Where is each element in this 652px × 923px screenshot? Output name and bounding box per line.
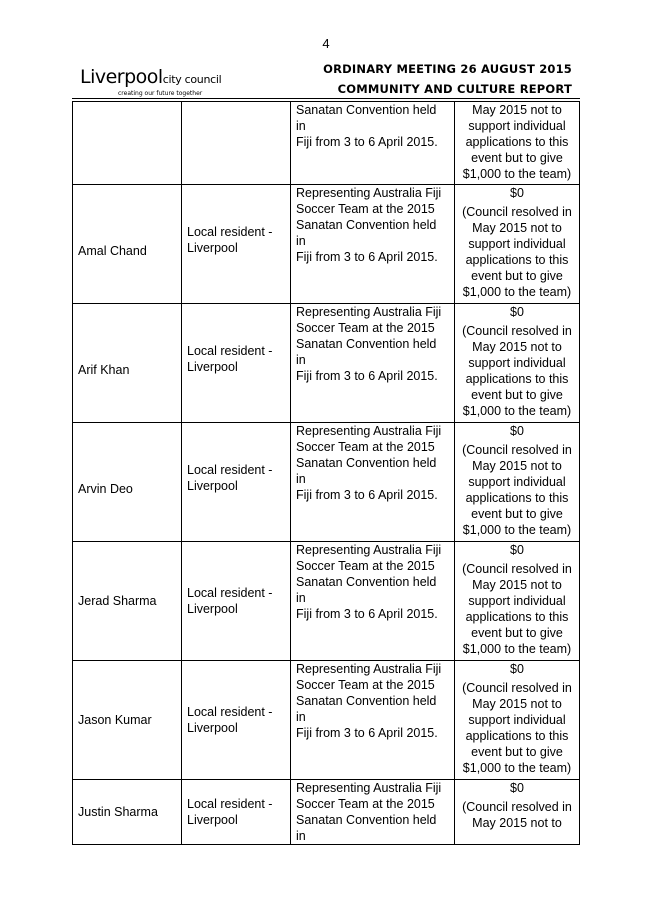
recipient-name-cell: Justin Sharma	[73, 780, 182, 845]
purpose-cell: Representing Australia Fiji Soccer Team at the 2015 Sanatan Convention held in	[291, 780, 455, 845]
amount-note: (Council resolved in May 2015 not to support individual applications to this event but to give $1,000 to the team)	[462, 443, 572, 537]
amount-note: (Council resolved in May 2015 not to	[462, 800, 572, 830]
amount-note: (Council resolved in May 2015 not to support individual applications to this event but to give $1,000 to the team)	[462, 681, 572, 775]
logo-tagline: creating our future together	[118, 90, 203, 97]
recipient-type-cell: Local resident - Liverpool	[182, 304, 291, 423]
table-row	[73, 661, 580, 780]
amount-note: (Council resolved in May 2015 not to support individual applications to this event but to give $1,000 to the team)	[462, 562, 572, 656]
table-row	[73, 542, 580, 661]
council-logo	[80, 68, 221, 97]
recipient-name-cell: Arif Khan	[73, 304, 182, 423]
amount-cell	[455, 185, 580, 304]
purpose-cell: Sanatan Convention held in Fiji from 3 to 6 April 2015.	[291, 102, 455, 185]
amount-value: $0	[510, 186, 524, 200]
purpose-cell: Representing Australia Fiji Soccer Team at the 2015 Sanatan Convention held in Fiji from 3 to 6 April 2015.	[291, 542, 455, 661]
header-rule	[72, 98, 580, 99]
recipient-type-cell: Local resident - Liverpool	[182, 780, 291, 845]
table-row	[73, 304, 580, 423]
recipient-type-cell: Local resident - Liverpool	[182, 542, 291, 661]
amount-cell: May 2015 not to support individual applications to this event but to give $1,000 to the team)	[455, 102, 580, 185]
recipient-type-cell: Local resident - Liverpool	[182, 661, 291, 780]
recipient-name-cell: Jerad Sharma	[73, 542, 182, 661]
recipient-name-cell: Amal Chand	[73, 185, 182, 304]
logo-subtitle: city council	[162, 73, 222, 86]
amount-note: (Council resolved in May 2015 not to support individual applications to this event but to give $1,000 to the team)	[462, 205, 572, 299]
table-row	[73, 102, 580, 185]
grants-table	[72, 101, 580, 845]
table-row	[73, 423, 580, 542]
amount-value: $0	[510, 662, 524, 676]
purpose-cell: Representing Australia Fiji Soccer Team at the 2015 Sanatan Convention held in Fiji from 3 to 6 April 2015.	[291, 185, 455, 304]
page-number: 4	[322, 36, 330, 51]
amount-value: $0	[510, 543, 524, 557]
amount-cell	[455, 304, 580, 423]
recipient-name-cell: Arvin Deo	[73, 423, 182, 542]
amount-cell	[455, 542, 580, 661]
purpose-cell: Representing Australia Fiji Soccer Team at the 2015 Sanatan Convention held in Fiji from 3 to 6 April 2015.	[291, 423, 455, 542]
table-row	[73, 780, 580, 845]
logo-wordmark: Liverpool	[80, 66, 163, 88]
recipient-type-cell: Local resident - Liverpool	[182, 185, 291, 304]
purpose-cell: Representing Australia Fiji Soccer Team at the 2015 Sanatan Convention held in Fiji from 3 to 6 April 2015.	[291, 661, 455, 780]
amount-cell	[455, 661, 580, 780]
amount-cell	[455, 423, 580, 542]
recipient-type-cell: Local resident - Liverpool	[182, 423, 291, 542]
meeting-title: ORDINARY MEETING 26 AUGUST 2015	[323, 62, 572, 76]
amount-value: $0	[510, 424, 524, 438]
recipient-name-cell: Jason Kumar	[73, 661, 182, 780]
report-title: COMMUNITY AND CULTURE REPORT	[337, 82, 572, 96]
amount-cell	[455, 780, 580, 845]
amount-value: $0	[510, 305, 524, 319]
recipient-type-cell	[182, 102, 291, 185]
amount-value: $0	[510, 781, 524, 795]
purpose-cell: Representing Australia Fiji Soccer Team at the 2015 Sanatan Convention held in Fiji from 3 to 6 April 2015.	[291, 304, 455, 423]
table-row	[73, 185, 580, 304]
recipient-name-cell	[73, 102, 182, 185]
amount-note: (Council resolved in May 2015 not to support individual applications to this event but to give $1,000 to the team)	[462, 324, 572, 418]
